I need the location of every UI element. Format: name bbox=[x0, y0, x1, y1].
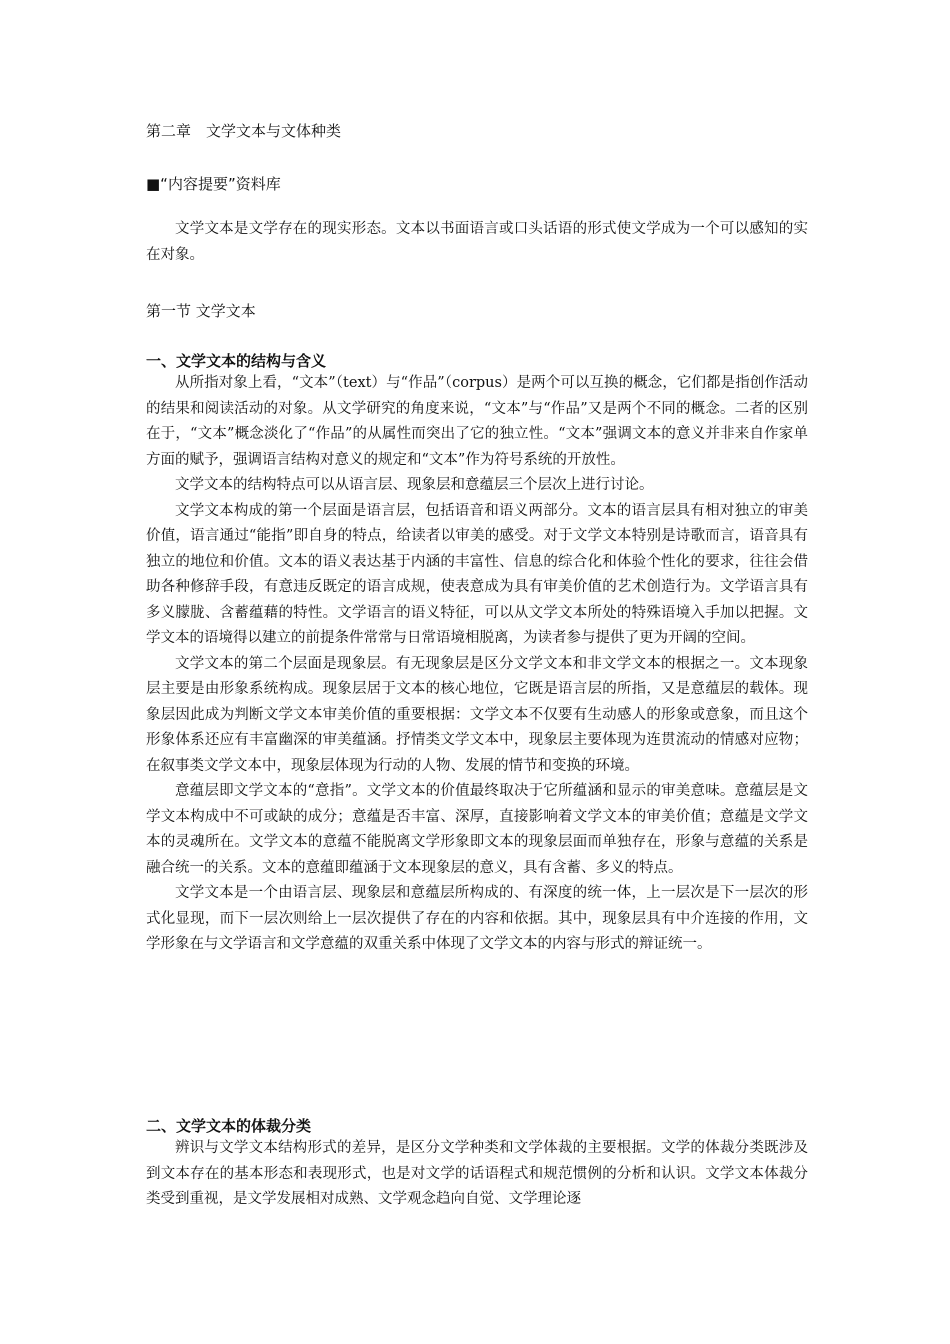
subsection-2-body bbox=[146, 1136, 808, 1213]
intro-paragraph: 文学文本是文学存在的现实形态。文本以书面语言或口头话语的形式使文学成为一个可以感知的实在对象。 bbox=[146, 221, 808, 263]
chapter-title: 第二章 文学文本与文体种类 bbox=[146, 122, 342, 140]
subsection-1-body bbox=[146, 371, 808, 958]
paragraph: 从所指对象上看，“文本”（text）与“作品”（corpus）是两个可以互换的概念，它们都是指创作活动的结果和阅读活动的对象。从文学研究的角度来说，“文本”与“作品”又是两个不同的概念。二者的区别在于，“文本”概念淡化了“作品”的从属性而突出了它的独立性。“文本”强调文本的意义并非来自作家单方面的赋予，强调语言结构对意义的规定和“文本”作为符号系统的开放性。 bbox=[146, 375, 808, 468]
subsection-title-1: 一、文学文本的结构与含义 bbox=[146, 352, 327, 370]
paragraph: 文学文本是一个由语言层、现象层和意蕴层所构成的、有深度的统一体，上一层次是下一层次的形式化显现，而下一层次则给上一层次提供了存在的内容和依据。其中，现象层具有中介连接的作用，文学形象在与文学语言和文学意蕴的双重关系中体现了文学文本的内容与形式的辩证统一。 bbox=[146, 885, 808, 952]
paragraph: 文学文本的第二个层面是现象层。有无现象层是区分文学文本和非文学文本的根据之一。文本现象层主要是由形象系统构成。现象层居于文本的核心地位，它既是语言层的所指，又是意蕴层的载体。现象层因此成为判断文学文本审美价值的重要根据：文学文本不仅要有生动感人的形象或意象，而且这个形象体系还应有丰富幽深的审美蕴涵。抒情类文学文本中，现象层主要体现为连贯流动的情感对应物；在叙事类文学文本中，现象层体现为行动的人物、发展的情节和变换的环境。 bbox=[146, 655, 808, 774]
intro-block bbox=[146, 217, 808, 268]
section-title: 第一节 文学文本 bbox=[146, 302, 256, 320]
subsection-title-2: 二、文学文本的体裁分类 bbox=[146, 1117, 312, 1135]
paragraph: 文学文本的结构特点可以从语言层、现象层和意蕴层三个层次上进行讨论。 bbox=[175, 477, 654, 493]
paragraph: 文学文本构成的第一个层面是语言层，包括语音和语义两部分。文本的语言层具有相对独立的审美价值，语言通过“能指”即自身的特点，给读者以审美的感受。对于文学文本特别是诗歌而言，语音具有独立的地位和价值。文本的语义表达基于内涵的丰富性、信息的综合化和体验个性化的要求，往往会借助各种修辞手段，有意违反既定的语言成规，使表意成为具有审美价值的艺术创造行为。文学语言具有多义朦胧、含蓄蕴藉的特性。文学语言的语义特征，可以从文学文本所处的特殊语境入手加以把握。文学文本的语境得以建立的前提条件常常与日常语境相脱离，为读者参与提供了更为开阔的空间。 bbox=[146, 502, 808, 646]
paragraph: 意蕴层即文学文本的“意指”。文学文本的价值最终取决于它所蕴涵和显示的审美意味。意蕴层是文学文本构成中不可或缺的成分；意蕴是否丰富、深厚，直接影响着文学文本的审美价值；意蕴是文学文本的灵魂所在。文学文本的意蕴不能脱离文学形象即文本的现象层面而单独存在，形象与意蕴的关系是融合统一的关系。文本的意蕴即蕴涵于文本现象层的意义，具有含蓄、多义的特点。 bbox=[146, 783, 808, 876]
paragraph: 辨识与文学文本结构形式的差异，是区分文学种类和文学体裁的主要根据。文学的体裁分类既涉及到文本存在的基本形态和表现形式，也是对文学的话语程式和规范惯例的分析和认识。文学文本体裁分类受到重视，是文学发展相对成熟、文学观念趋向自觉、文学理论逐 bbox=[146, 1140, 808, 1207]
library-heading: ■“内容提要”资料库 bbox=[146, 175, 281, 193]
